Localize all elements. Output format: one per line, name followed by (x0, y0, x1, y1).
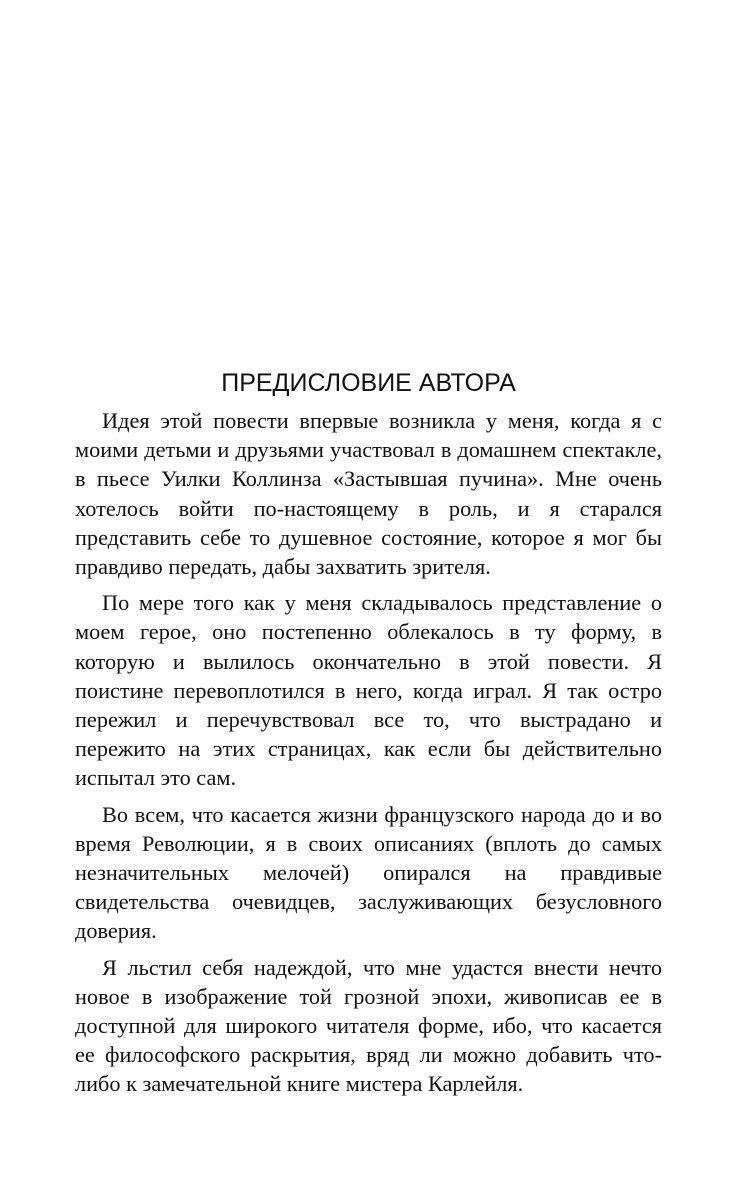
page-body (75, 366, 662, 1106)
paragraph-2: По мере того как у меня складывалось представление о моем герое, оно постепенно облекалось в ту форму, в которую и вылилось окончательно в этой повести. Я поистине перевоплотился в него, когда играл. Я так остро пережил и перечувствовал все то, что выстрадано и пережито на этих страницах, как если бы действительно испытал это сам. (75, 590, 662, 791)
paragraph-3: Во всем, что касается жизни французского народа до и во время Революции, я в своих описаниях (вплоть до самых незначительных мелочей) опирался на правдивые свидетельства очевидцев, заслуживающих безусловного доверия. (75, 801, 662, 944)
paragraph-1: Идея этой повести впервые возникла у меня, когда я с моими детьми и друзьями участвовал в домашнем спектакле, в пьесе Уилки Коллинза «Застывшая пучина». Мне очень хотелось войти по-настоящему в роль, и я старался представить себе то душевное состояние, которое я мог бы правдиво передать, дабы захватить зрителя. (75, 408, 662, 580)
page-title: ПРЕДИСЛОВИЕ АВТОРА (221, 369, 516, 397)
paragraph-4: Я льстил себя надеждой, что мне удастся внести нечто новое в изображение той грозной эпохи, живописав ее в доступной для широкого читателя форме, ибо, что касается ее философского раскрытия, вряд ли можно добавить что-либо к замечательной книге мистера Карлейля. (75, 954, 662, 1097)
